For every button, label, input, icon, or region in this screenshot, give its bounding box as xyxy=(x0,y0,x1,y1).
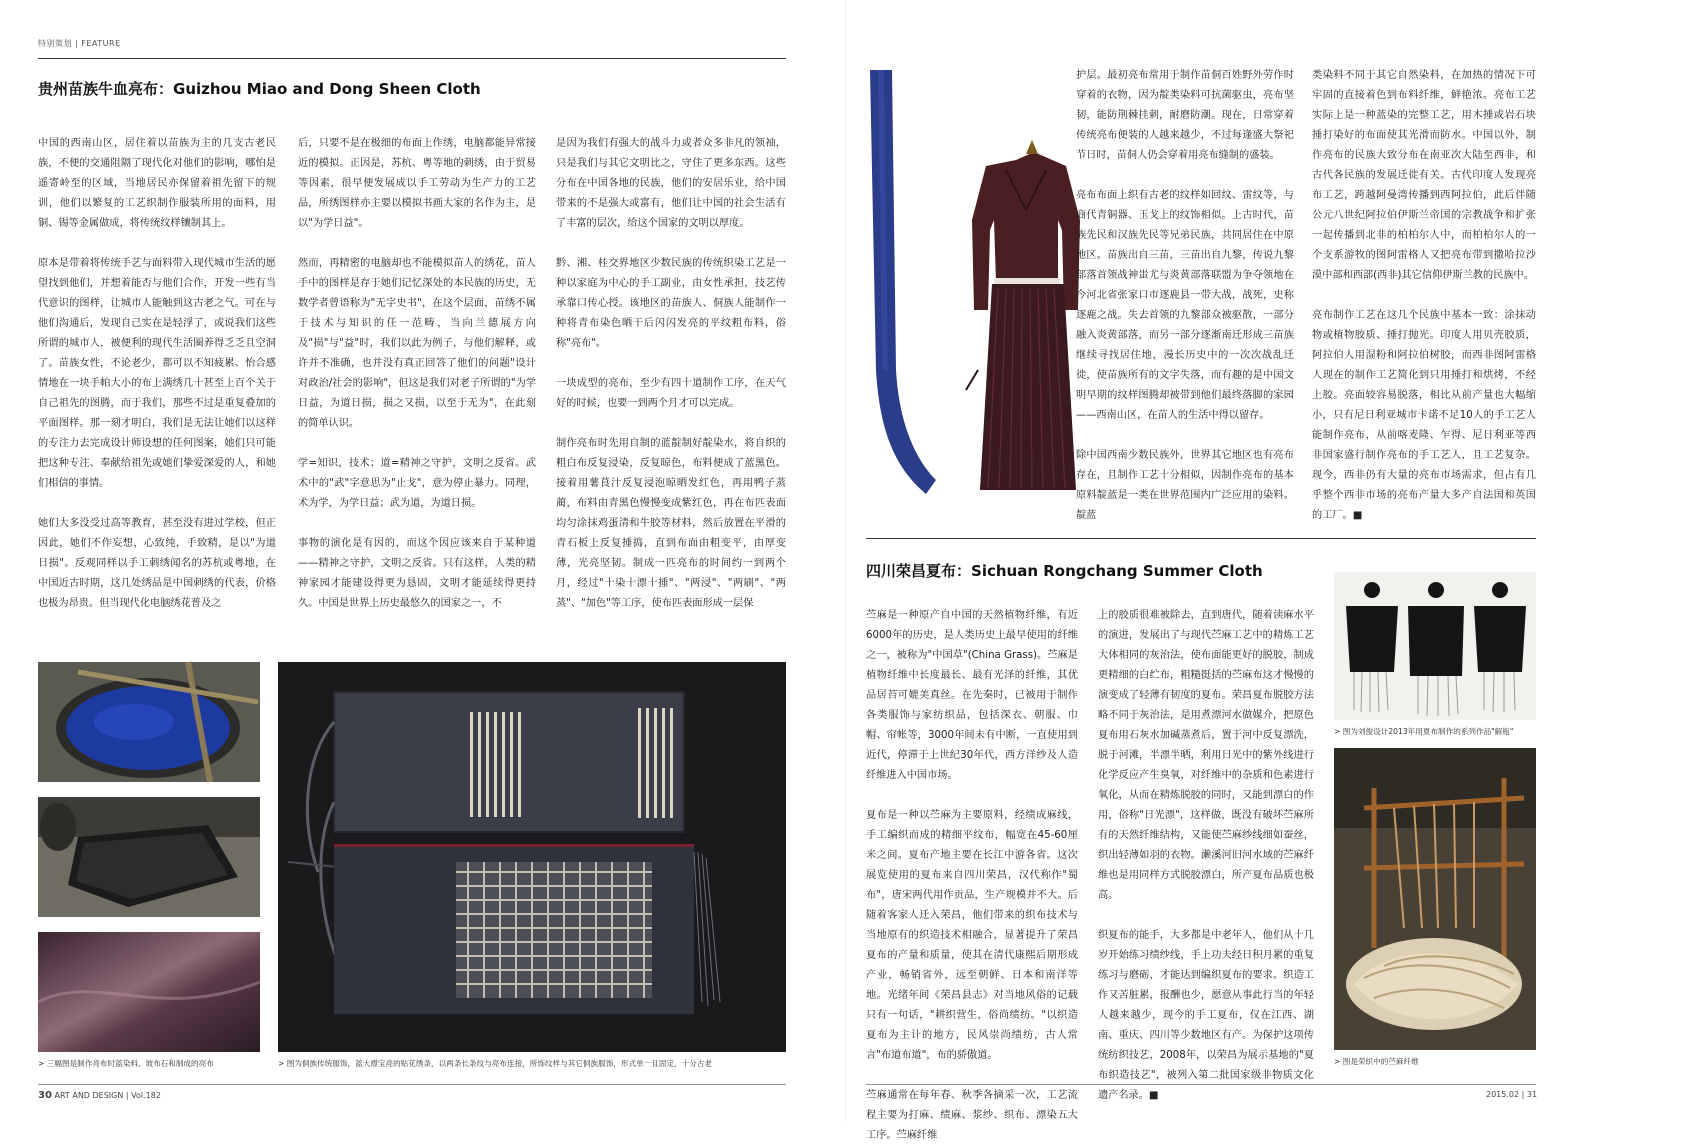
paragraph: 苎麻通常在每年春、秋季各摘采一次，工艺流程主要为打麻、绩麻、浆纱、织布、漂染五大工序。苎麻纤维 xyxy=(866,1090,1078,1141)
paragraph: 除中国西南少数民族外，世界其它地区也有亮布存在，且制作工艺十分相似，因制作亮布的基本原料靛蓝是一类在世界范围内广泛应用的染料。靛蓝 xyxy=(1076,450,1294,521)
right-page xyxy=(846,0,1693,1141)
paragraph: 一块成型的亮布，至少有四十道制作工序，在天气好的时候，也要一到两个月才可以完成。 xyxy=(556,378,786,409)
paragraph: 类染料不同于其它自然染料，在加热的情况下可牢固的直接着色到布料纤维，鲜艳浓。亮布工艺实际上是一种蓝染的完整工艺，用木捶或岩石块捶打染好的布面使其光滑而防水。中国以外，制作亮布的民族大致分布在南亚次大陆至西非，和古代各民族的发展迁徙有关。古代印度人发现亮布工艺，跨越阿曼湾传播到西阿拉伯，此后伴随公元八世纪阿拉伯伊斯兰帝国的宗教战争和扩张一起传播到北非的柏柏尔人中，而柏柏尔人的一个支系游牧的图阿雷格人又把亮布带到撒哈拉沙漠中部和西部(西非)其它信仰伊斯兰教的民族中。 xyxy=(1312,70,1536,281)
guizhou-column-1 xyxy=(38,134,276,628)
paragraph: 后，只要不是在极细的布面上作绣，电脑都能异常接近的模拟。正因是，苏杭、粤等地的刺绣，由于贸易等因素，很早便发展成以手工劳动为生产力的工艺品，所绣图样亦主要以模拟书画大家的名作为主，是以"为学日益"。 xyxy=(298,138,536,229)
caption-center: > 图为侗族传统服饰，蓝大襟宝亮的贴花绣条，以两条长条纹与亮布连接，所饰纹样与其它侗族服饰，形式单一且固定，十分古老 xyxy=(278,1059,713,1068)
paragraph: 事物的演化是有因的，而这个因应该来自于某种道——精神之守护，文明之反省。只有这样，人类的精神家园才能建设得更为恳固，文明才能延续得更持久。中国是世界上历史最悠久的国家之一，不 xyxy=(298,538,536,609)
guizhou-column-2 xyxy=(298,134,536,628)
paragraph: 上的胶质很难被除去，直到唐代，随着读麻水平的演进，发展出了与现代苎麻工艺中的精炼工艺大体相同的灰治法，使布面能更好的脱胶，制成更精细的白纻布，粗糙挺括的苎麻布这才慢慢的演变成了轻薄有韧度的夏布。荣昌夏布脱胶方法略不同于灰治法，是用煮漂河水做媒介，把原色夏布用石灰水加碱蒸煮后，置于河中反复漂洗，脱于河滩，半漂半晒，利用日光中的紫外线进行化学反应产生臭氧，对纤维中的杂质和色素进行氧化，从而在精炼脱胶的同时，又能到漂白的作用，俗称"日光漂"，这样做，既没有破坏苎麻所有的天然纤维结构，又能使苎麻纱线细如蚕丝，织出轻薄如羽的衣物。濑溪河旧河水域的苎麻纤维也是用同样方式脱胶漂白，所产夏布品质也极高。 xyxy=(1098,610,1314,901)
paragraph: 她们大多没受过高等教育，甚至没有进过学校，但正因此，她们不作妄想，心致纯，手致精，是以"为道日损"。反观同样以手工刺绣闻名的苏杭或粤地，在中国近古时期，这几处绣品是中国刺绣的代表，价格也极为昂贵。但当现代化电脑绣花普及之 xyxy=(38,518,276,609)
paragraph: 然而，再精密的电脑却也不能模拟苗人的绣花，苗人手中的图样是存于她们记忆深处的本民族的历史，无数学者曾语称为"无字史书"，在这个层面，苗绣不属于技术与知识的任一范畴，当向兰德展方向及"损"与"益"时，我们以此为例子，与他们解释，或许并不准确，也并没有真正回答了他们的问题"设计对政治/社会的影响"，但这是我们对老子所谓的"为学日益，为道日损，损之又损，以至于无为"，在此刻的简单认识。 xyxy=(298,258,536,429)
guizhou-heading xyxy=(38,78,481,99)
paragraph: 原本是带着将传统手艺与面料带入现代城市生活的愿望找到他们，并想着能否与他们合作，开发一些有当代意识的图样，让城市人能触到这古老之气。可在与他们沟通后，发现自己实在是轻浮了，或说我们这些所谓的城市人，被便利的现代生活圈养得乏乏且空洞了。苗族女性，不论老少，都可以不知疲累、怡合感情地在一块手帕大小的布上满绣几十甚至上百个关于自己祖先的图腾，而于我们，那些不过是重复叠加的平面图样。那一刻才明白，我们是无法让她们以这样的专注力去完成设计师设想的任何图案，她们只可能把这种专注、奉献给祖先或她们挚爱深爱的人，和她们相信的事情。 xyxy=(38,258,276,489)
left-page xyxy=(0,0,846,1123)
paragraph: 织夏布的能手，大多都是中老年人，他们从十几岁开始练习绩纱线，手上功夫经日积月累的重复练习与磨砺，才能达到编织夏布的要求。织造工作又苦脏累，报酬也少，愿意从事此行当的年轻人越来越少，现今的手工夏布，仅在江西、湖南、重庆、四川等少数地区有产。为保护这项传统纺织技艺，2008年，以荣昌为展示基地的"夏布织造技艺"，被列入第二批国家级非物质文化遗产名录。■ xyxy=(1098,930,1314,1101)
guizhou-column-3 xyxy=(556,134,786,628)
sheen-garment-photo xyxy=(866,70,1086,530)
paragraph: 中国的西南山区，居住着以苗族为主的几支古老民族，不便的交通阻隔了现代化对他们的影响，哪怕是遥寄岭至的区域，当地居民亦保留着祖先留下的规训，他们以繁复的工艺织制作服装所用的面料，用铜、锡等金属做成，将传统纹样镶制其上。 xyxy=(38,138,276,229)
guizhou-title-en: Guizhou Miao and Dong Sheen Cloth xyxy=(173,80,481,98)
sichuan-column-1 xyxy=(866,606,1078,1141)
sichuan-title-cn: 四川荣昌夏布： xyxy=(866,562,972,580)
paragraph: 亮布制作工艺在这几个民族中基本一致：涂抹动物或植物胶质、捶打抛光。印度人用贝壳胶质，阿拉伯人用湿粉和阿拉伯树胶，而西非图阿雷格人现在的制作工艺简化到只用捶打和烘烤，不经上胶。亮面较容易脱落，相比从前产量也大幅缩小，只有尼日利亚城市卡诺不足10人的手工艺人能制作亮布，从前喀麦隆、乍得、尼日利亚等西非国家盛行制作亮布的手工艺人，且工艺复杂。现今，西非仍有大量的亮布市场需求，但占有几乎整个西非市场的亮布产量大多产自法国和英国的工厂。■ xyxy=(1312,310,1536,521)
footer-rule-left xyxy=(38,1084,786,1085)
paragraph: 黔、湘、桂交界地区少数民族的传统织染工艺是一种以家庭为中心的手工副业，由女性承担，技艺传承靠口传心授。该地区的苗族人、侗族人能制作一种将青布染色晒干后闪闪发亮的平纹粗布料，俗称"亮布"。 xyxy=(556,258,786,349)
caption-ramie: > 图是荣织中的苎麻纤维 xyxy=(1334,1057,1419,1066)
page-number-left: 30 xyxy=(38,1090,52,1101)
section-tag: 特别策划 | FEATURE xyxy=(38,39,121,48)
sichuan-column-2 xyxy=(1098,606,1314,1101)
paragraph: 制作亮布时先用自制的蓝靛制好靛染水，将自织的粗白布反复浸染，反复晾色，布料便成了蓝黑色。接着用薯茛汁反复浸泡晾晒发红色，再用鸭子蒸蔺，布料由青黑色慢慢变成紫红色，再在布匹表面均匀涂抹鸡蛋清和牛胶等材料，然后放置在平滑的青石板上反复捶捣，直到布面由粗变平，由厚变薄，光亮坚韧。制成一匹亮布的时间约一到两个月，经过"十染十漂十捶"、"两浸"、"两刷"、"两蒸"、"加色"等工序，使布匹表面形成一层保 xyxy=(556,438,786,609)
paragraph: 是因为我们有强大的战斗力或者众多非凡的领袖，只是我们与其它文明比之，守住了更多东西。这些分布在中国各地的民族，他们的安居乐业，给中国带来的不是强大或富有，他们让中国的社会生活有了丰富的层次，给这个国家的文明以厚度。 xyxy=(556,138,786,229)
sheen-column-5 xyxy=(1312,66,1536,521)
sheen-cloth-photo xyxy=(38,932,260,1052)
footer-left xyxy=(38,1090,161,1101)
footer-rule-right xyxy=(866,1084,1536,1085)
paragraph: 亮布布面上织有古老的纹样如回纹、雷纹等，与商代青铜器、玉戈上的纹饰相似。上古时代，苗族先民和汉族先民等兄弟民族，共同居住在中原地区。苗族出自三苗，三苗出自九黎，传说九黎部落首领战神蚩尤与炎黄部落联盟为争夺领地在今河北省张家口市逐鹿县一带大战，战死，史称逐鹿之战。失去首领的九黎部众被驱散，一部分融入炎黄部落，而另一部分逐渐南迁形成三苗族继续寻找居住地，漫长历史中的一次次战乱迁徙，使苗族所有的文字失落，而有趣的是中国文明早期的纹样图腾却被带到他们最终落脚的家园——西南山区，在苗人的生活中得以留存。 xyxy=(1076,190,1294,421)
caption-garments: > 图为刘俊设计2013年用夏布制作的系列作品"解瓶" xyxy=(1334,727,1514,736)
top-rule xyxy=(38,58,786,59)
guizhou-title-cn: 贵州苗族牛血亮布： xyxy=(38,80,174,98)
summer-cloth-garments-photo xyxy=(1334,572,1536,720)
section-divider xyxy=(866,538,1536,539)
sichuan-heading xyxy=(866,560,1263,581)
magazine-name: ART AND DESIGN | Vol.182 xyxy=(54,1091,161,1100)
paragraph: 学=知识，技术；道=精神之守护，文明之反省。武术中的"武"字意思为"止戈"，意为停止暴力。同理，术为学，为学日益；武为道，为道日损。 xyxy=(298,458,536,509)
stone-slab-photo xyxy=(38,797,260,917)
paragraph: 苎麻是一种原产自中国的天然植物纤维，有近6000年的历史，是人类历史上最早使用的纤维之一，被称为"中国草"(China Grass)。苎麻是植物纤维中长度最长、最有光泽的纤维，其优品居苔可媲美真丝。在先秦时，已被用于制作各类服饰与家纺织品，包括深衣、朝服、巾帽、帘帐等，3000年间未有中断，一直使用到近代，停滞于上世纪30年代，西方洋纱及人造纤维进入中国市场。 xyxy=(866,610,1078,781)
sheen-column-4 xyxy=(1076,66,1294,521)
caption-left: > 三幅图是制作亮布时蓝染料、坡布石和制成的亮布 xyxy=(38,1059,214,1068)
footer-right: 2015.02 | 31 xyxy=(1486,1090,1538,1099)
sichuan-title-en: Sichuan Rongchang Summer Cloth xyxy=(971,562,1263,580)
paragraph: 护层。最初亮布常用于制作苗侗百姓野外劳作时穿着的衣物，因为靛类染料可抗菌驱虫，亮布坚韧，能防荆棘挂刺，耐磨防潮。现在，日常穿着传统亮布便装的人越来越少，不过每逢盛大祭祀节日时，苗侗人仍会穿着用亮布缝制的盛装。 xyxy=(1076,70,1294,161)
paragraph: 夏布是一种以苎麻为主要原料，经绩成麻线，手工编织而成的精细平纹布，幅宽在45-60厘米之间。夏布产地主要在长江中游各省。这次展览使用的夏布来自四川荣昌，汉代称作"蜀布"，唐宋两代用作贡品，生产规模并不大。后随着客家人迁入荣昌，他们带来的织布技术与当地原有的织造技术相融合，显著提升了荣昌夏布的产量和质量，使其在清代康熙后期形成产业，畅销省外，远至朝鲜、日本和南洋等地。光绪年间《荣昌县志》对当地风俗的记载只有一句话，"耕织营生，俗尚绩纺。"以织造夏布为主计的地方，民风崇尚绩纺，古人常言"布道布道"，布的骄傲道。 xyxy=(866,810,1078,1061)
dong-textile-photo xyxy=(278,662,786,1052)
ramie-fiber-photo xyxy=(1334,748,1536,1050)
indigo-vat-photo xyxy=(38,662,260,782)
